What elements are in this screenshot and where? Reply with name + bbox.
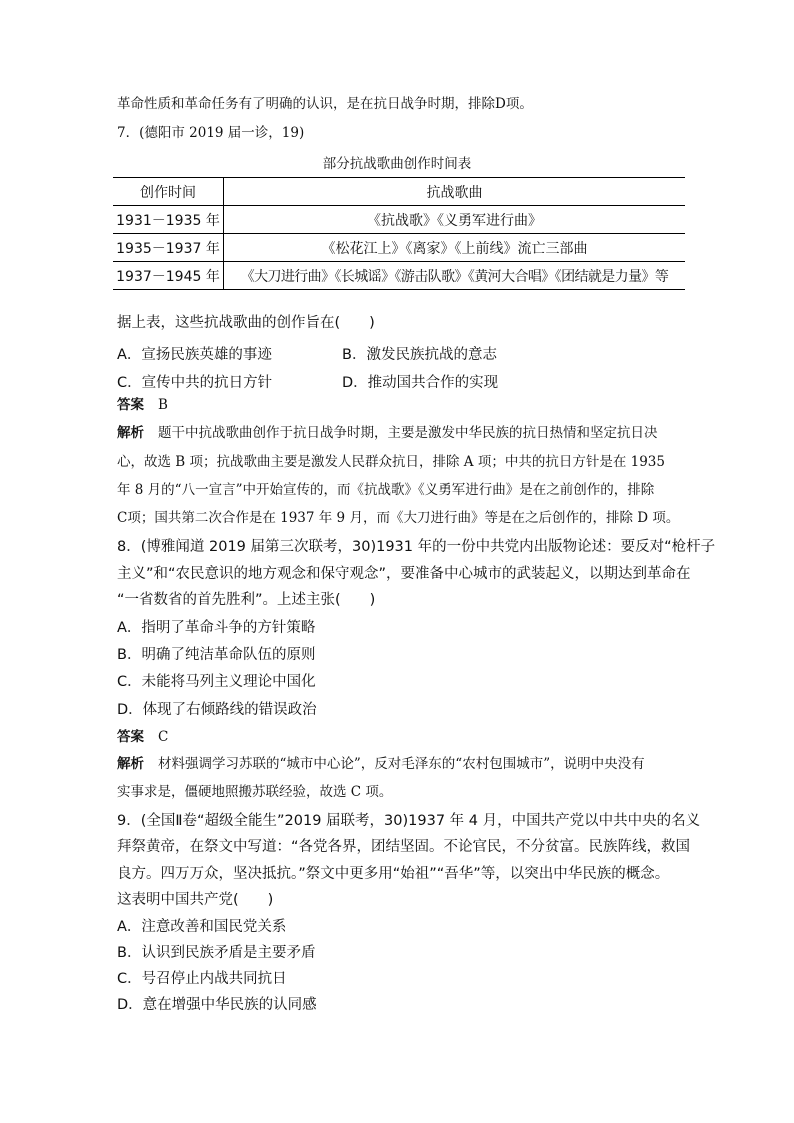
answer-value: C xyxy=(158,729,169,745)
q9-option-b: B．认识到民族矛盾是主要矛盾 xyxy=(117,945,316,961)
q8-option-d: D．体现了右倾路线的错误政治 xyxy=(117,702,317,718)
table-cell-songs: 《抗战歌》《义勇军进行曲》 xyxy=(224,206,686,234)
table-cell-time: 1931－1935 年 xyxy=(113,206,224,234)
table-row xyxy=(113,206,685,234)
q9-option-a: A．注意改善和国民党关系 xyxy=(117,919,287,935)
q7-option-b: B．激发民族抗战的意志 xyxy=(342,347,497,363)
q8-stem-line: 主义”和“农民意识的地方观念和保守观念”，要准备中心城市的武装起义，以期达到革命在 xyxy=(117,566,691,582)
q6-explanation-tail: 革命性质和革命任务有了明确的认识，是在抗日战争时期，排除D项。 xyxy=(117,96,533,112)
q8-explanation-line: 实事求是，僵硬地照搬苏联经验，故选 C 项。 xyxy=(117,784,393,800)
songs-table xyxy=(113,177,685,290)
q8-stem-line: “一省数省的首先胜利”。上述主张( ) xyxy=(117,592,376,608)
explanation-text: 材料强调学习苏联的“城市中心论”，反对毛泽东的“农村包围城市”，说明中央没有 xyxy=(158,756,645,772)
q7-option-a: A．宣扬民族英雄的事迹 xyxy=(117,347,272,363)
q9-stem-line: 这表明中国共产党( ) xyxy=(117,892,274,908)
q9-option-d: D．意在增强中华民族的认同感 xyxy=(117,997,317,1013)
q8-option-b: B．明确了纯洁革命队伍的原则 xyxy=(117,647,316,663)
q8-option-a: A．指明了革命斗争的方针策略 xyxy=(117,620,316,636)
table-cell-time: 1935－1937 年 xyxy=(113,234,224,262)
q7-option-c: C．宣传中共的抗日方针 xyxy=(117,375,273,391)
q7-explanation-line: 年 8 月的“八一宣言”中开始宣传的，而《抗战歌》《义勇军进行曲》是在之前创作的，排除 xyxy=(117,482,655,498)
q9-stem-line: 良方。四万万众，坚决抵抗。”祭文中更多用“始祖”“吾华”等，以突出中华民族的概念。 xyxy=(117,866,670,882)
explanation-label: 解析 xyxy=(117,756,144,772)
table-row xyxy=(113,262,685,290)
table-row xyxy=(113,234,685,262)
q9-option-c: C．号召停止内战共同抗日 xyxy=(117,971,287,987)
q7-option-d: D．推动国共合作的实现 xyxy=(342,375,499,391)
q7-answer xyxy=(117,399,168,413)
q7-stem: 据上表，这些抗战歌曲的创作旨在( ) xyxy=(117,315,375,331)
table-cell-songs: 《大刀进行曲》《长城谣》《游击队歌》《黄河大合唱》《团结就是力量》等 xyxy=(224,262,686,290)
q7-header: 7．(德阳市 2019 届一诊，19) xyxy=(117,125,305,141)
q7-explanation xyxy=(117,427,658,441)
q8-answer xyxy=(117,731,168,745)
q9-stem-line: 拜祭黄帝，在祭文中写道：“各党各界，团结坚固。不论官民，不分贫富。民族阵线，救国 xyxy=(117,839,691,855)
explanation-label: 解析 xyxy=(117,425,144,441)
q7-explanation-line: 心，故选 B 项；抗战歌曲主要是激发人民群众抗日，排除 A 项；中共的抗日方针是在 1935 xyxy=(117,454,665,470)
table-title: 部分抗战歌曲创作时间表 xyxy=(322,156,472,172)
answer-label: 答案 xyxy=(117,729,144,745)
q8-stem-line: 8．(博雅闻道 2019 届第三次联考，30)1931 年的一份中共党内出版物论述：要反对“枪杆子 xyxy=(117,539,716,555)
q7-explanation-line: C项；国共第二次合作是在 1937 年 9 月，而《大刀进行曲》等是在之后创作的，排除 D 项。 xyxy=(117,510,680,526)
table-header-songs: 抗战歌曲 xyxy=(224,178,686,206)
table-cell-songs: 《松花江上》《离家》《上前线》流亡三部曲 xyxy=(224,234,686,262)
q8-explanation xyxy=(117,758,645,772)
table-cell-time: 1937－1945 年 xyxy=(113,262,224,290)
answer-value: B xyxy=(158,397,168,413)
table-header-row xyxy=(113,178,685,206)
q8-option-c: C．未能将马列主义理论中国化 xyxy=(117,674,316,690)
answer-label: 答案 xyxy=(117,397,144,413)
q9-stem-line: 9．(全国Ⅱ卷“超级全能生”2019 届联考，30)1937 年 4 月，中国共产党以中共中央的名义 xyxy=(117,813,701,829)
table-header-time: 创作时间 xyxy=(113,178,224,206)
explanation-text: 题干中抗战歌曲创作于抗日战争时期，主要是激发中华民族的抗日热情和坚定抗日决 xyxy=(158,425,658,441)
